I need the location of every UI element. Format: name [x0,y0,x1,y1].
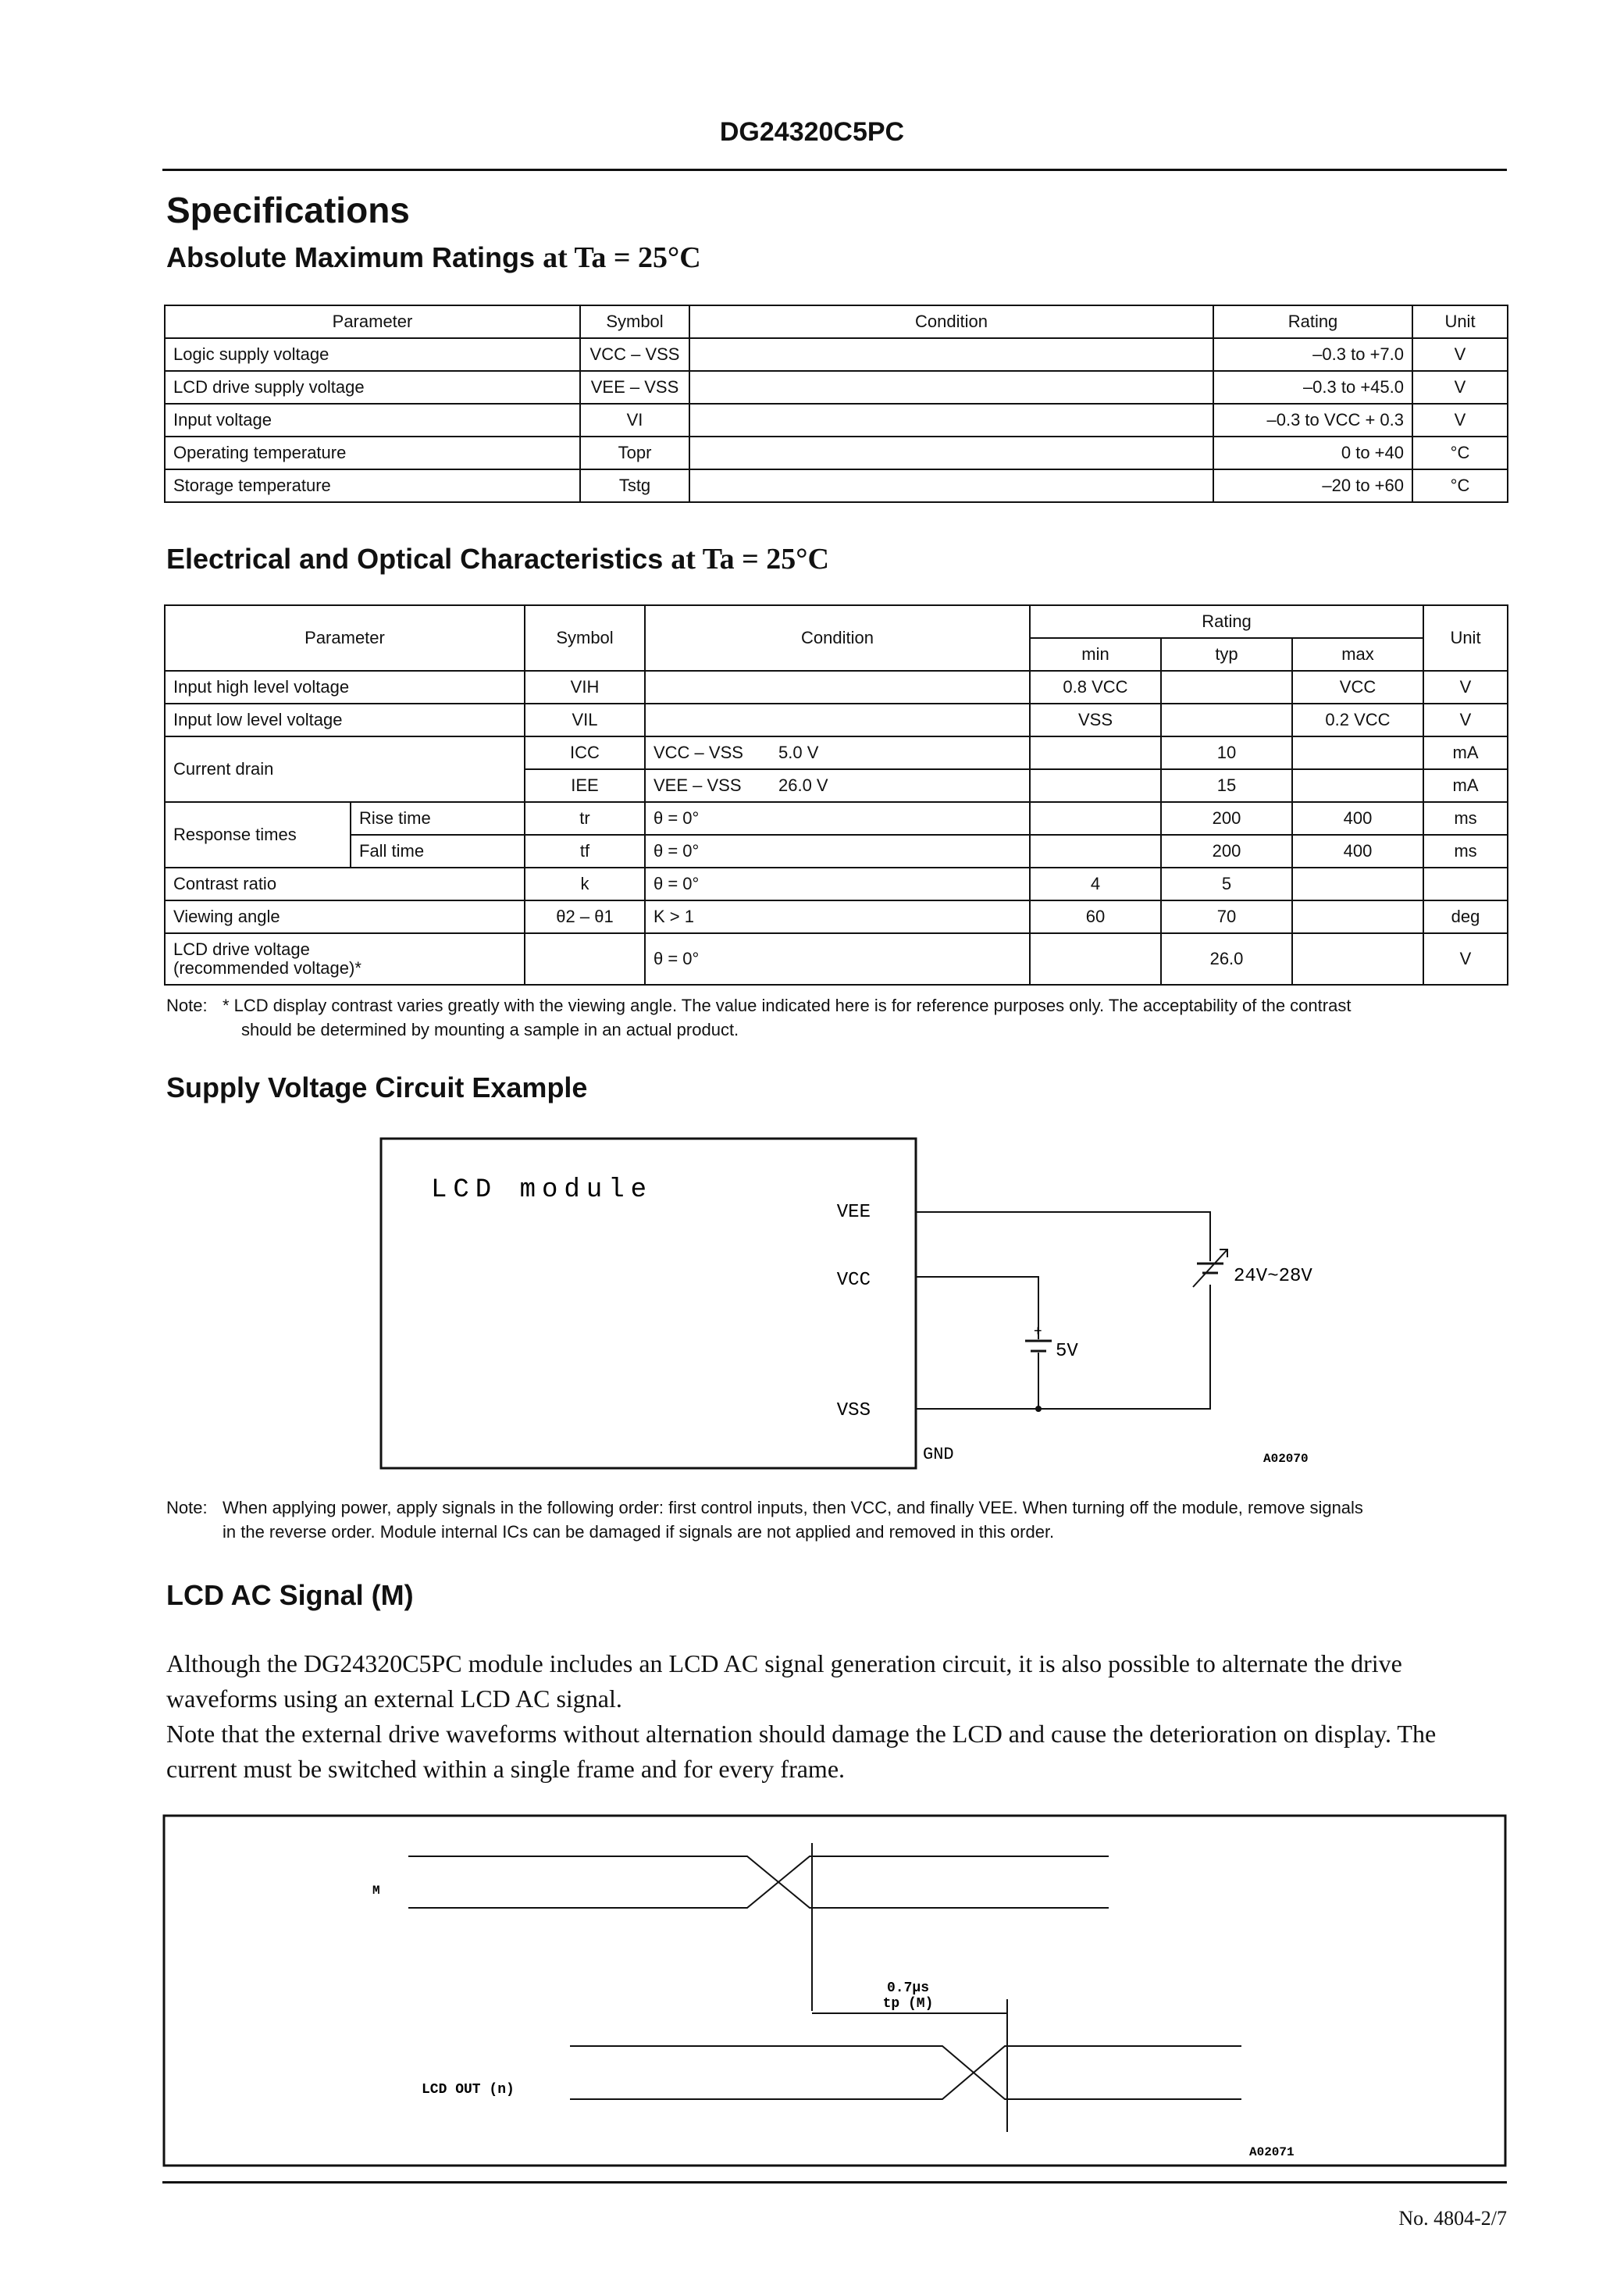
cell-symbol: tr [525,802,645,835]
cell-condition: θ = 0° [645,933,1030,985]
cell-subparameter: Fall time [351,835,525,868]
note-line-2: in the reverse order. Module internal ICs can be damaged if signals are not applied and removed in this order. [223,1522,1055,1542]
out-signal-upper [570,2046,1241,2099]
cell-symbol: VI [580,404,689,437]
out-signal-lower [570,2046,1241,2099]
cell-typ: 70 [1161,900,1292,933]
cell-typ: 5 [1161,868,1292,900]
note-label: Note: [166,1498,208,1517]
page-title-specifications: Specifications [166,190,410,230]
cell-max [1292,933,1423,985]
table-row [165,900,1508,933]
lcd-out-label: LCD OUT (n) [422,2082,515,2098]
vee-label: VEE [836,1202,871,1223]
table-header-row [165,305,1508,338]
abs-max-condition: at Ta = 25°C [543,241,701,274]
cell-min: VSS [1030,704,1161,736]
cell-unit: V [1423,933,1508,985]
cell-typ [1161,704,1292,736]
waveform-frame [164,1816,1505,2166]
header-rating: Rating [1213,305,1412,338]
abs-max-title: Absolute Maximum Ratings [166,241,536,273]
cell-unit: V [1423,671,1508,704]
cell-symbol: tf [525,835,645,868]
vcc-wire [916,1277,1038,1339]
battery-plus-icon: + [1034,1323,1042,1339]
cell-max [1292,868,1423,900]
cell-min [1030,802,1161,835]
cell-condition [645,736,1030,769]
cell-typ [1161,671,1292,704]
cell-unit: V [1423,704,1508,736]
cell-unit: °C [1412,469,1508,502]
cell-min: 60 [1030,900,1161,933]
cell-min [1030,736,1161,769]
note-line-1: * LCD display contrast varies greatly with the viewing angle. The value indicated here is for reference purposes only. The acceptability of the contrast [223,996,1352,1015]
cell-unit: ms [1423,835,1508,868]
elec-opt-condition: at Ta = 25°C [671,543,829,576]
voltage-range-label: 24V~28V [1234,1266,1312,1287]
vss-label: VSS [836,1400,871,1421]
cell-symbol [525,933,645,985]
note-label: Note: [166,996,208,1015]
cell-unit: mA [1423,769,1508,802]
cell-symbol: Tstg [580,469,689,502]
table-row [165,371,1508,404]
condition-value: 5.0 V [778,742,819,762]
lcd-ac-paragraph-1: Although the DG24320C5PC module includes an LCD AC signal generation circuit, it is also possible to alternate the drive waveforms using an external LCD AC signal. [166,1649,1402,1713]
table-row [165,404,1508,437]
cell-parameter: Input voltage [165,404,580,437]
cell-condition: K > 1 [645,900,1030,933]
electrical-note [166,993,1509,1042]
cell-rating: –0.3 to +45.0 [1213,371,1412,404]
cell-min [1030,769,1161,802]
parameter-line-1: LCD drive voltage [173,939,310,959]
footer-rule [162,2181,1507,2184]
cell-parameter: Input high level voltage [165,671,525,704]
section-title-absolute-maximum [166,241,701,275]
supply-circuit-diagram [367,1125,1382,1484]
tp-label: tp (M) [882,1996,934,2012]
table-row [165,802,1508,835]
m-signal-lower [408,1856,1109,1908]
cell-max: 0.2 VCC [1292,704,1423,736]
cell-min [1030,933,1161,985]
cell-condition: θ = 0° [645,802,1030,835]
delay-label: 0.7μs [886,1980,930,1996]
cell-min: 0.8 VCC [1030,671,1161,704]
cell-parameter: Contrast ratio [165,868,525,900]
header-parameter: Parameter [165,605,525,671]
cell-unit: V [1412,404,1508,437]
header-min: min [1030,638,1161,671]
header-unit: Unit [1423,605,1508,671]
table-row [165,868,1508,900]
cell-parameter: Logic supply voltage [165,338,580,371]
table-row [165,437,1508,469]
cell-max [1292,900,1423,933]
cell-rating: –20 to +60 [1213,469,1412,502]
cell-unit: mA [1423,736,1508,769]
electrical-optical-table [164,604,1508,986]
cell-typ: 15 [1161,769,1292,802]
cell-min: 4 [1030,868,1161,900]
cell-symbol: VCC – VSS [580,338,689,371]
cell-typ: 10 [1161,736,1292,769]
cell-unit: V [1412,338,1508,371]
table-row [165,338,1508,371]
header-max: max [1292,638,1423,671]
lcd-ac-body [166,1646,1509,1787]
cell-parameter: Current drain [165,736,525,802]
header-symbol: Symbol [580,305,689,338]
table-row [165,835,1508,868]
cell-subparameter: Rise time [351,802,525,835]
vee-wire [916,1212,1210,1261]
cell-condition: θ = 0° [645,868,1030,900]
cell-condition [689,338,1213,371]
cell-condition [645,704,1030,736]
cell-unit: V [1412,371,1508,404]
absolute-maximum-ratings-table [164,305,1508,503]
cell-symbol: VEE – VSS [580,371,689,404]
cell-typ: 26.0 [1161,933,1292,985]
m-signal-upper [408,1856,1109,1908]
section-title-supply: Supply Voltage Circuit Example [166,1071,588,1103]
supply-note [166,1495,1509,1544]
document-model-header: DG24320C5PC [719,117,905,147]
cell-symbol: k [525,868,645,900]
note-line-1: When applying power, apply signals in the following order: first control inputs, then VCC, and finally VEE. When turning off the module, remove signals [223,1498,1363,1517]
section-title-lcd-ac: LCD AC Signal (M) [166,1579,414,1611]
header-unit: Unit [1412,305,1508,338]
cell-parameter: Response times [165,802,351,868]
parameter-line-2: (recommended voltage)* [173,958,361,978]
cell-symbol: VIH [525,671,645,704]
cell-condition [689,469,1213,502]
cell-rating: –0.3 to VCC + 0.3 [1213,404,1412,437]
cell-max [1292,769,1423,802]
header-condition: Condition [645,605,1030,671]
cell-symbol: IEE [525,769,645,802]
cell-rating: 0 to +40 [1213,437,1412,469]
lcd-ac-paragraph-2: Note that the external drive waveforms without alternation should damage the LCD and cause the deterioration on display. The current must be switched within a single frame and for every frame. [166,1720,1437,1783]
cell-parameter: Storage temperature [165,469,580,502]
header-rule [162,169,1507,171]
cell-parameter: Viewing angle [165,900,525,933]
m-signal-label: M [372,1884,380,1898]
condition-expression: VEE – VSS [654,775,742,795]
cell-unit: °C [1412,437,1508,469]
cell-max: VCC [1292,671,1423,704]
gnd-label: GND [923,1445,954,1464]
cell-unit: ms [1423,802,1508,835]
cell-condition [645,769,1030,802]
condition-value: 26.0 V [778,775,828,795]
cell-rating: –0.3 to +7.0 [1213,338,1412,371]
cell-parameter: Operating temperature [165,437,580,469]
cell-unit: deg [1423,900,1508,933]
cell-max [1292,736,1423,769]
cell-symbol: VIL [525,704,645,736]
table-row [165,671,1508,704]
header-parameter: Parameter [165,305,580,338]
cell-condition [689,404,1213,437]
cell-condition [689,437,1213,469]
junction-dot [1035,1406,1042,1412]
cell-typ: 200 [1161,835,1292,868]
cell-parameter [165,933,525,985]
vcc-label: VCC [836,1270,871,1291]
header-rating: Rating [1030,605,1423,638]
page-number: No. 4804-2/7 [1398,2207,1507,2230]
cell-unit [1423,868,1508,900]
waveform-code: A02071 [1249,2145,1295,2159]
cell-condition [689,371,1213,404]
cell-min [1030,835,1161,868]
table-row [165,469,1508,502]
header-symbol: Symbol [525,605,645,671]
cell-symbol: ICC [525,736,645,769]
cell-parameter: LCD drive supply voltage [165,371,580,404]
cell-parameter: Input low level voltage [165,704,525,736]
header-typ: typ [1161,638,1292,671]
lcd-module-label: LCD module [431,1175,654,1205]
note-line-2: should be determined by mounting a sample in an actual product. [241,1020,739,1039]
cell-max: 400 [1292,835,1423,868]
lcd-ac-waveform-diagram [160,1812,1515,2171]
cell-symbol: Topr [580,437,689,469]
circuit-code: A02070 [1263,1452,1309,1466]
section-title-electrical-optical [166,542,829,576]
table-row [165,736,1508,769]
cell-condition: θ = 0° [645,835,1030,868]
condition-expression: VCC – VSS [654,742,743,762]
header-condition: Condition [689,305,1213,338]
table-row [165,704,1508,736]
cell-typ: 200 [1161,802,1292,835]
five-v-label: 5V [1056,1341,1078,1362]
table-row [165,933,1508,985]
cell-max: 400 [1292,802,1423,835]
elec-opt-title: Electrical and Optical Characteristics [166,543,664,575]
cell-condition [645,671,1030,704]
cell-symbol: θ2 – θ1 [525,900,645,933]
